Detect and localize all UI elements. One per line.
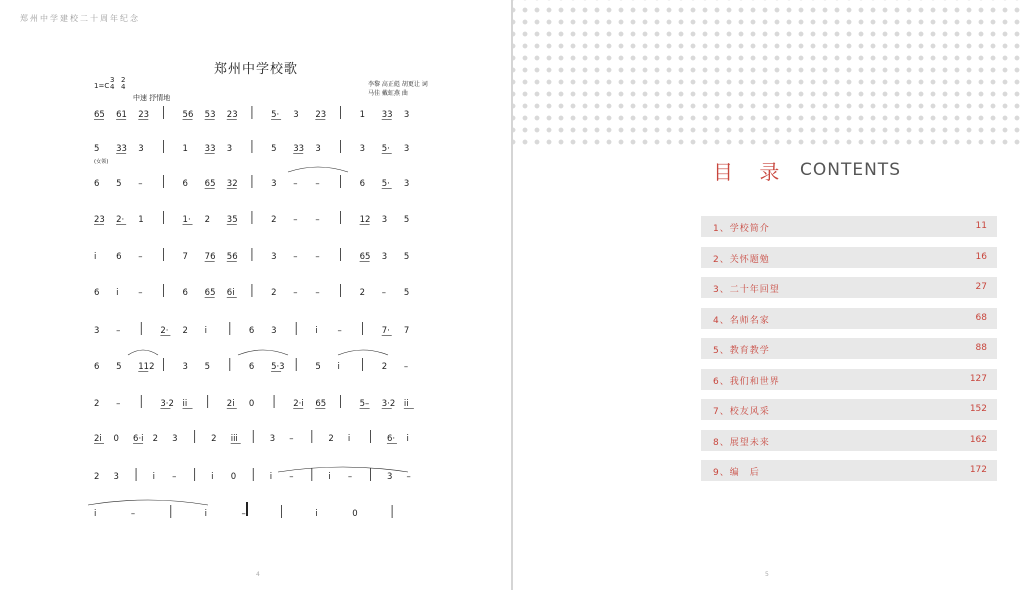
toc-item-page: 152 <box>969 404 987 414</box>
score-note: – <box>403 362 409 372</box>
score-note: – <box>315 179 320 189</box>
score-note: 32 <box>226 179 238 189</box>
score-note: 5 <box>403 288 410 298</box>
toc-item-label: 9、编 后 <box>713 468 760 478</box>
score-note: 3 <box>381 252 388 262</box>
score-note: 23 <box>226 110 238 120</box>
score-note: 5· <box>381 179 390 189</box>
score-note: 65 <box>359 252 371 262</box>
time-sig-bottom-2: 4 <box>121 83 126 91</box>
score-note: 3 <box>138 144 144 154</box>
composer-credit: 马佳 戴虹燕 曲 <box>368 90 408 97</box>
score-note: 3 <box>386 472 393 482</box>
score-note: ii <box>403 399 409 409</box>
score-note: 3 <box>226 144 233 154</box>
slur <box>128 350 158 355</box>
score-note: i <box>406 434 409 444</box>
score-note: 23 <box>94 215 105 225</box>
score-note: 2 <box>94 472 100 482</box>
toc-title: 目 录 <box>713 160 790 184</box>
time-signature <box>110 77 114 91</box>
score-note: 6· <box>386 434 396 444</box>
score-note: 3 <box>271 326 277 336</box>
score-note: i <box>116 288 119 298</box>
score-note: i <box>315 326 318 336</box>
score-note: i <box>204 509 208 519</box>
score-note: – <box>130 509 136 519</box>
running-header: 郑州中学建校二十周年纪念 <box>20 14 140 23</box>
score-note: 61 <box>116 110 127 120</box>
toc-item-6[interactable] <box>701 369 997 390</box>
toc-item-page: 27 <box>975 282 987 292</box>
score-note: 3 <box>359 144 366 154</box>
score-note: 2 <box>211 434 217 444</box>
score-note: 65 <box>94 110 105 120</box>
toc-item-label: 4、名师名家 <box>713 315 770 326</box>
time-sig-top-2: 2 <box>121 76 126 84</box>
score-note: 5 <box>204 362 211 372</box>
score-note: 2i <box>94 434 102 444</box>
score-note: 2 <box>328 434 334 444</box>
score-note: – <box>289 472 294 482</box>
score-note: 3 <box>293 110 299 120</box>
toc-item-label: 5、教育教学 <box>713 346 770 356</box>
score-note: i <box>211 472 214 482</box>
lyric-line: (女领) <box>94 159 109 165</box>
score-note: 33 <box>381 110 393 120</box>
score-note: 3·2 <box>381 399 396 409</box>
score-note: 1 <box>182 144 188 154</box>
score-note: 3 <box>269 434 276 444</box>
score-note: 6 <box>248 326 255 336</box>
slur <box>238 350 288 355</box>
score-note: 65 <box>204 179 216 189</box>
final-barline <box>246 502 248 516</box>
score-note: 0 <box>248 399 255 409</box>
score-note: 3 <box>403 144 410 154</box>
score-note: 56 <box>182 110 194 120</box>
toc-item-page: 68 <box>975 312 987 323</box>
score-note: 5 <box>315 362 321 372</box>
score-note: 3 <box>403 179 410 189</box>
toc-item-label: 2、关怀题勉 <box>713 254 770 265</box>
score-note: 1· <box>182 215 191 225</box>
slur <box>288 167 348 172</box>
score-note: 5· <box>271 110 280 120</box>
score-note: – <box>315 215 320 225</box>
page-number-right: 5 <box>765 571 769 578</box>
score-note: 12 <box>359 215 371 225</box>
score-note: 3 <box>403 110 410 120</box>
toc-item-2[interactable] <box>701 247 997 268</box>
score-note: 35 <box>226 215 238 225</box>
toc-list <box>701 216 997 491</box>
score-note: – <box>138 179 143 189</box>
toc-item-page: 172 <box>969 465 987 475</box>
slur <box>88 500 208 505</box>
slur <box>338 350 388 355</box>
toc-item-4[interactable] <box>701 308 997 329</box>
score-note: – <box>138 252 143 262</box>
score-note: 2 <box>94 399 100 409</box>
score-note: 2· <box>160 326 169 336</box>
score-note: – <box>116 326 121 336</box>
score-note: 0 <box>113 434 119 444</box>
toc-item-label: 3、二十年回望 <box>713 285 780 295</box>
score-note: 2 <box>271 215 277 225</box>
score-note: 6 <box>182 288 188 298</box>
score-note: 0 <box>352 509 358 519</box>
score-note: 3·2 <box>160 399 174 409</box>
score-note: 23 <box>315 110 327 120</box>
score-note: – <box>315 252 320 262</box>
score-note: – <box>293 288 298 298</box>
score-note: 65 <box>204 288 216 298</box>
score-note: 5– <box>359 399 370 409</box>
score-note: i <box>315 509 318 519</box>
toc-item-9[interactable] <box>701 460 997 481</box>
time-signature-2 <box>121 77 125 91</box>
toc-item-page: 11 <box>975 221 987 231</box>
score-note: i <box>269 472 273 482</box>
score-note: 7 <box>182 252 188 262</box>
score-note: 53 <box>204 110 216 120</box>
score-note: 2·i <box>293 399 304 409</box>
toc-item-label: 8、展望未来 <box>713 437 770 448</box>
score-note: i <box>152 472 155 482</box>
score-note: 2 <box>271 288 277 298</box>
score-note: – <box>337 326 342 336</box>
score-note: 5 <box>116 362 122 372</box>
dot-pattern <box>513 0 1024 145</box>
score-note: 5 <box>271 144 277 154</box>
score-note: 3 <box>182 362 188 372</box>
score-note: 3 <box>381 215 388 225</box>
score-note: i <box>347 434 351 444</box>
toc-item-5[interactable] <box>701 338 997 359</box>
lyricist-credit: 李黎 高正彪 胡更让 词 <box>368 81 428 88</box>
score-note: – <box>241 509 246 519</box>
score-note: – <box>293 179 298 189</box>
score-note: 3 <box>315 144 321 154</box>
toc-item-label: 1、学校简介 <box>713 224 770 234</box>
score-note: 3 <box>271 179 277 189</box>
score-note: ii <box>182 399 188 409</box>
score-note: 7· <box>381 326 390 336</box>
toc-item-label: 6、我们和世界 <box>713 376 780 387</box>
score-note: 5 <box>403 215 410 225</box>
score-note: 0 <box>230 472 237 482</box>
score-note: – <box>138 288 143 298</box>
score-note: 33 <box>116 144 127 154</box>
score-note: – <box>293 252 298 262</box>
score-note: 3 <box>172 434 178 444</box>
score-note: 6 <box>94 362 100 372</box>
score-note: – <box>315 288 320 298</box>
score-note: i <box>204 326 208 336</box>
score-note: 6 <box>248 362 255 372</box>
score-note: i <box>328 472 331 482</box>
tempo-marking: 中速 抒情地 <box>133 94 171 102</box>
toc-item-page: 88 <box>975 343 987 353</box>
score-note: 65 <box>315 399 327 409</box>
toc-item-page: 16 <box>975 251 987 262</box>
score-note: 5 <box>94 144 100 154</box>
toc-subtitle: CONTENTS <box>800 160 901 180</box>
score-note: 112 <box>138 362 155 372</box>
score-note: 2· <box>116 215 125 225</box>
score-note: 5 <box>116 179 122 189</box>
score-note: 33 <box>293 144 305 154</box>
score-note: 3 <box>94 326 100 336</box>
toc-item-7[interactable] <box>701 399 997 420</box>
score-lyrics <box>94 157 108 165</box>
score-note: 2 <box>152 434 159 444</box>
score-note: 6 <box>182 179 188 189</box>
score-note: 5 <box>403 252 410 262</box>
score-note: 33 <box>204 144 216 154</box>
page-number-left: 4 <box>256 571 260 578</box>
score-note: – <box>381 288 386 298</box>
toc-item-page: 162 <box>969 434 987 445</box>
toc-item-page: 127 <box>969 373 987 384</box>
music-score <box>88 100 420 525</box>
score-note: i <box>337 362 340 372</box>
score-note: 5· <box>381 144 390 154</box>
score-note: i <box>94 252 97 262</box>
score-note: 3 <box>113 472 119 482</box>
score-note: 2 <box>204 215 211 225</box>
score-note: – <box>406 472 411 482</box>
time-sig-bottom-1: 4 <box>110 83 115 91</box>
score-note: i <box>94 509 97 519</box>
score-note: 76 <box>204 252 216 262</box>
toc-item-1[interactable] <box>701 216 997 237</box>
score-note: 3 <box>271 252 277 262</box>
toc-item-3[interactable] <box>701 277 997 298</box>
score-note: – <box>293 215 298 225</box>
score-note: 6i <box>226 288 235 298</box>
key-signature: 1=C <box>94 82 110 90</box>
score-note: 2i <box>226 399 235 409</box>
score-note: – <box>347 472 353 482</box>
score-staff <box>88 106 414 519</box>
toc-item-8[interactable] <box>701 430 997 451</box>
score-note: 1 <box>138 215 144 225</box>
score-note: 6·i <box>133 434 144 444</box>
score-note: 2 <box>381 362 388 372</box>
toc-item-label: 7、校友风采 <box>713 407 770 417</box>
score-note: – <box>172 472 177 482</box>
score-note: 56 <box>226 252 238 262</box>
score-note: 1 <box>359 110 366 120</box>
score-note: 23 <box>138 110 150 120</box>
score-note: 5·3 <box>271 362 285 372</box>
score-note: 2 <box>182 326 188 336</box>
score-note: 7 <box>403 326 410 336</box>
song-title: 郑州中学校歌 <box>213 62 298 77</box>
time-sig-top-1: 3 <box>110 76 115 84</box>
score-note: 6 <box>94 288 100 298</box>
score-note: 6 <box>94 179 100 189</box>
score-note: – <box>116 399 121 409</box>
score-note: – <box>289 434 294 444</box>
score-note: 6 <box>116 252 122 262</box>
score-note: 6 <box>359 179 366 189</box>
score-note: 2 <box>359 288 366 298</box>
score-note: iii <box>230 434 238 444</box>
